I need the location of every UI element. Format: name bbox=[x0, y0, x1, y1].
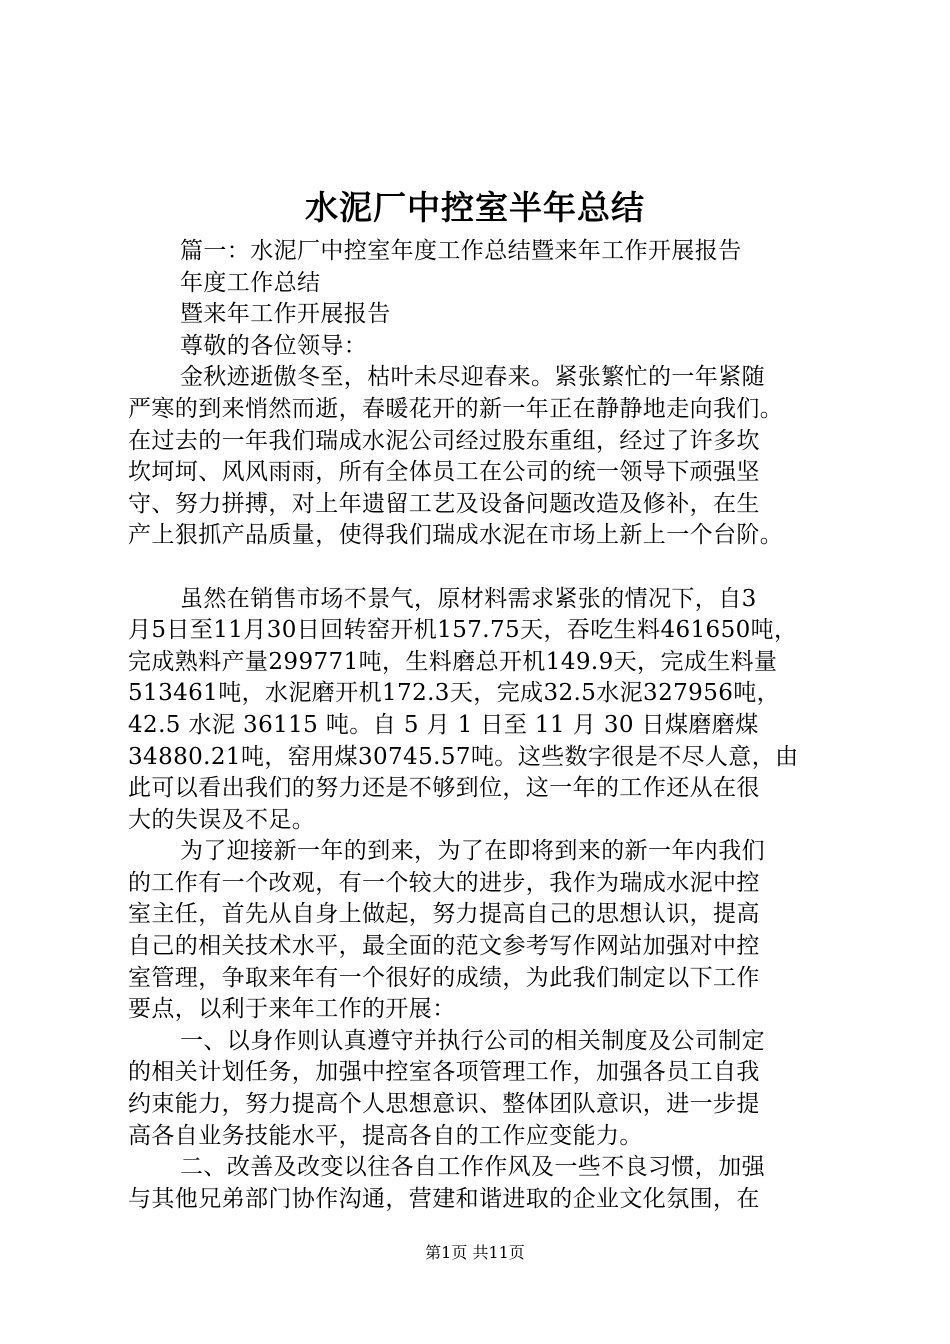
paragraph-gap bbox=[128, 552, 828, 584]
paragraph-line: 为了迎接新一年的到来，为了在即将到来的新一年内我们 bbox=[180, 838, 765, 865]
paragraph-line: 完成熟料产量299771吨，生料磨总开机149.9天，完成生料量 bbox=[128, 648, 778, 675]
paragraph-line: 自己的相关技术水平，最全面的范文参考写作网站加强对中控 bbox=[128, 933, 760, 960]
paragraph-line: 金秋迹逝傲冬至，枯叶未尽迎春来。紧张繁忙的一年紧随 bbox=[180, 364, 765, 391]
paragraph-line: 在过去的一年我们瑞成水泥公司经过股东重组，经过了许多坎 bbox=[128, 427, 760, 454]
paragraph-line: 此可以看出我们的努力还是不够到位，这一年的工作还从在很 bbox=[128, 775, 760, 802]
paragraph-line: 34880.21吨，窑用煤30745.57吨。这些数字很是不尽人意，由 bbox=[128, 743, 799, 770]
paragraph-line: 513461吨，水泥磨开机172.3天，完成32.5水泥327956吨， bbox=[128, 680, 781, 707]
paragraph-line: 守、努力拼搏，对上年遗留工艺及设备问题改造及修补，在生 bbox=[128, 490, 760, 517]
list-item-line: 与其他兄弟部门协作沟通，营建和谐进取的企业文化氛围，在 bbox=[128, 1185, 760, 1212]
list-item-line: 高各自业务技能水平，提高各自的工作应变能力。 bbox=[128, 1122, 643, 1149]
paragraph-line: 的工作有一个改观，有一个较大的进步，我作为瑞成水泥中控 bbox=[128, 869, 760, 896]
paragraph-line: 产上狠抓产品质量，使得我们瑞成水泥在市场上新上一个台阶。 bbox=[128, 522, 784, 549]
paragraph-line: 42.5 水泥 36115 吨。自 5 月 1 日至 11 月 30 日煤磨磨煤 bbox=[128, 711, 759, 738]
page-footer: 第1页 共11页 bbox=[425, 1243, 525, 1262]
section-heading: 篇一：水泥厂中控室年度工作总结暨来年工作开展报告 bbox=[180, 238, 742, 264]
list-item-line: 一、以身作则认真遵守并执行公司的相关制度及公司制定 bbox=[180, 1027, 765, 1054]
list-item-line: 二、改善及改变以往各自工作作风及一些不良习惯，加强 bbox=[180, 1154, 765, 1181]
paragraph-line: 室主任，首先从自身上做起，努力提高自己的思想认识，提高 bbox=[128, 901, 760, 928]
paragraph-line: 严寒的到来悄然而逝，春暖花开的新一年正在静静地走向我们。 bbox=[128, 395, 784, 422]
subheading-line: 暨来年工作开展报告 bbox=[180, 301, 391, 328]
document-title: 水泥厂中控室半年总结 bbox=[305, 188, 645, 227]
paragraph-line: 室管理，争取来年有一个很好的成绩，为此我们制定以下工作 bbox=[128, 964, 760, 991]
paragraph-line: 要点，以利于来年工作的开展： bbox=[128, 996, 456, 1023]
list-item-line: 约束能力，努力提高个人思想意识、整体团队意识，进一步提 bbox=[128, 1091, 760, 1118]
paragraph-line: 月5日至11月30日回转窑开机157.75天，吞吃生料461650吨， bbox=[128, 617, 798, 644]
paragraph-line: 坎坷坷、风风雨雨，所有全体员工在公司的统一领导下顽强坚 bbox=[128, 459, 760, 486]
document-body bbox=[128, 236, 828, 1215]
paragraph-line: 虽然在销售市场不景气，原材料需求紧张的情况下，自3 bbox=[180, 585, 757, 612]
paragraph-line: 大的失误及不足。 bbox=[128, 806, 316, 833]
list-item-line: 的相关计划任务，加强中控室各项管理工作，加强各员工自我 bbox=[128, 1059, 760, 1086]
subheading-line: 年度工作总结 bbox=[180, 269, 321, 296]
salutation: 尊敬的各位领导： bbox=[180, 332, 368, 359]
